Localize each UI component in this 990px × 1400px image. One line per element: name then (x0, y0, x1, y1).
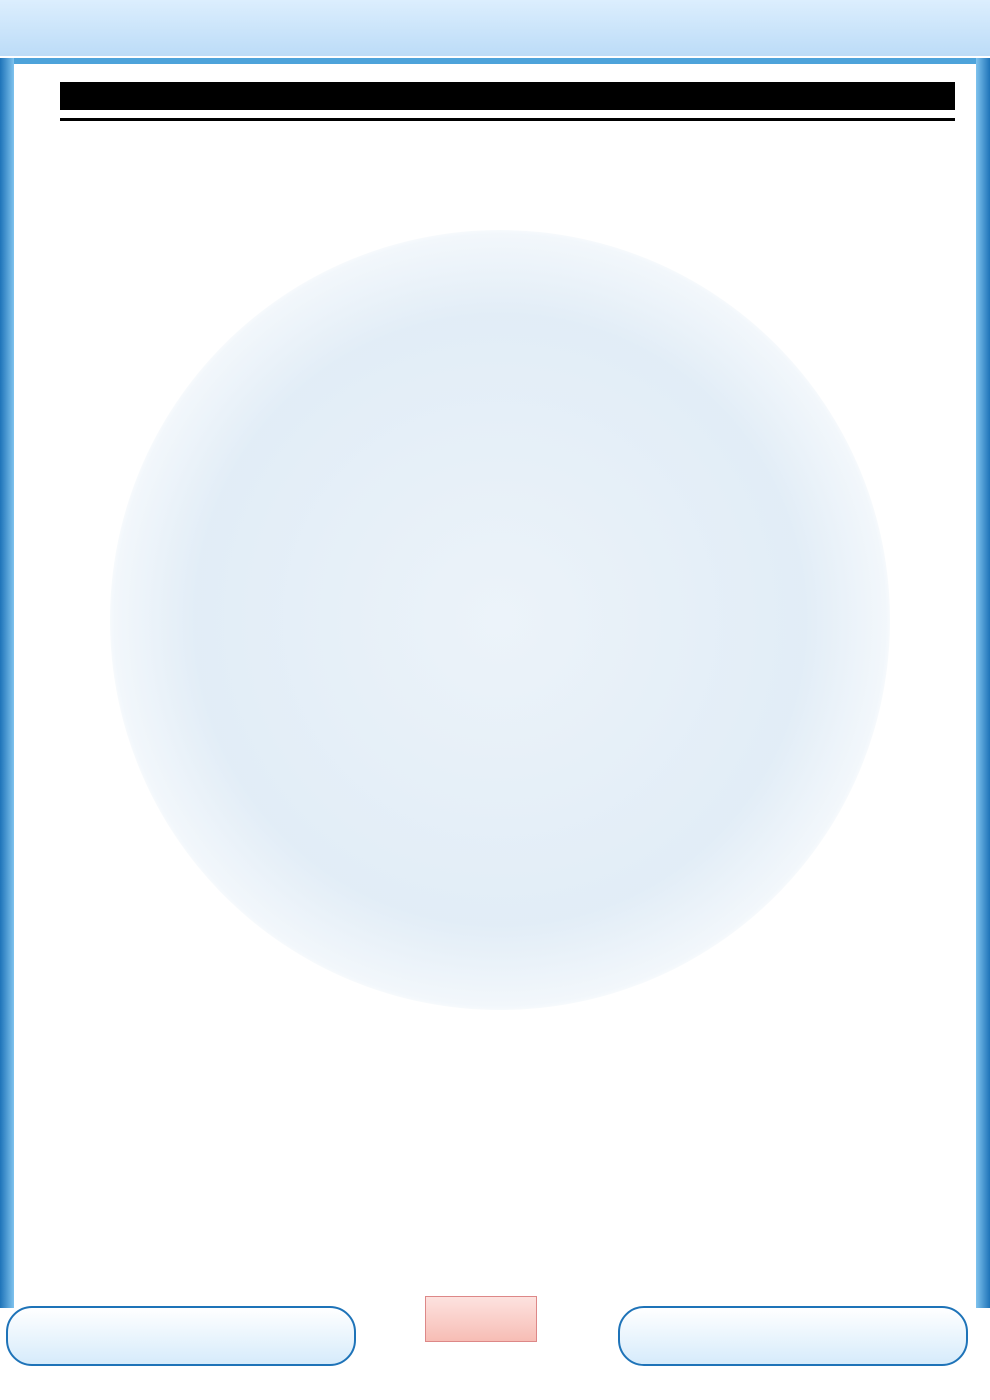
worksheet-content (60, 78, 955, 125)
watermark-seal (110, 230, 890, 1010)
section-bar (60, 82, 955, 110)
frame-top (0, 58, 990, 64)
author-box (618, 1306, 968, 1366)
frame-right (976, 58, 990, 1308)
phone-box (6, 1306, 356, 1366)
page-header (0, 0, 990, 56)
separator-line (60, 118, 955, 121)
page-number (425, 1296, 537, 1342)
frame-left (0, 58, 14, 1308)
